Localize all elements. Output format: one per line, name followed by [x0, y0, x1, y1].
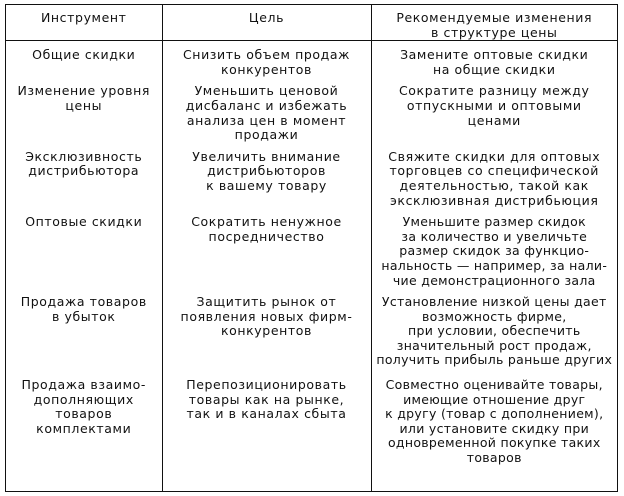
cell-instrument: Общие скидки — [32, 47, 136, 63]
cell-instrument: Продажа товаров в убыток — [20, 294, 147, 324]
cell-change: Замените оптовые скидки на общие скидки — [371, 41, 617, 78]
cell-goal: Защитить рынок от появления новых фирм- конкурентов — [162, 288, 371, 371]
pricing-table-frame — [5, 4, 618, 492]
table-row — [6, 41, 617, 78]
cell-goal: Уменьшить ценовой дисбаланс и избежать анализа цен в момент продажи — [162, 77, 371, 142]
header-instrument: Инструмент — [6, 5, 162, 41]
table-row — [6, 77, 617, 142]
header-recommended-changes: Рекомендуемые изменения в структуре цены — [371, 5, 617, 41]
cell-change: Уменьшите размер скидок за количество и увеличьте размер скидок за функцио- нальность — например, за нали- чие демонстрационного зала — [371, 208, 617, 288]
cell-instrument: Продажа взаимо- дополняющих товаров комплектами — [21, 377, 147, 436]
table-row — [6, 288, 617, 371]
cell-goal: Перепозиционировать товары как на рынке, так и в каналах сбыта — [162, 371, 371, 491]
cell-change: Свяжите скидки для оптовых торговцев со специфической деятельностью, такой как эксклюзивная дистрибьюция — [371, 143, 617, 208]
cell-instrument: Оптовые скидки — [25, 214, 143, 230]
cell-goal: Сократить ненужное посредничество — [162, 208, 371, 288]
cell-instrument: Эксклюзивность дистрибьютора — [25, 148, 143, 179]
cell-goal: Снизить объем продаж конкурентов — [162, 41, 371, 78]
table-row — [6, 143, 617, 208]
header-goal: Цель — [162, 5, 371, 41]
cell-change: Совместно оценивайте товары, имеющие отношение друг к другу (товар с дополнением), или установите скидку при одновременной покупке таких товаров — [371, 371, 617, 491]
table-row — [6, 208, 617, 288]
table-row — [6, 371, 617, 491]
cell-change: Установление низкой цены дает возможность фирме, при условии, обеспечить значительный рост продаж, получить прибыль раньше других — [371, 288, 617, 371]
cell-goal: Увеличить внимание дистрибьюторов к вашему товару — [162, 143, 371, 208]
pricing-instruments-table — [6, 5, 617, 491]
cell-instrument: Изменение уровня цены — [17, 83, 151, 113]
table-header-row — [6, 5, 617, 41]
cell-change: Сократите разницу между отпускными и оптовыми ценами — [371, 77, 617, 142]
